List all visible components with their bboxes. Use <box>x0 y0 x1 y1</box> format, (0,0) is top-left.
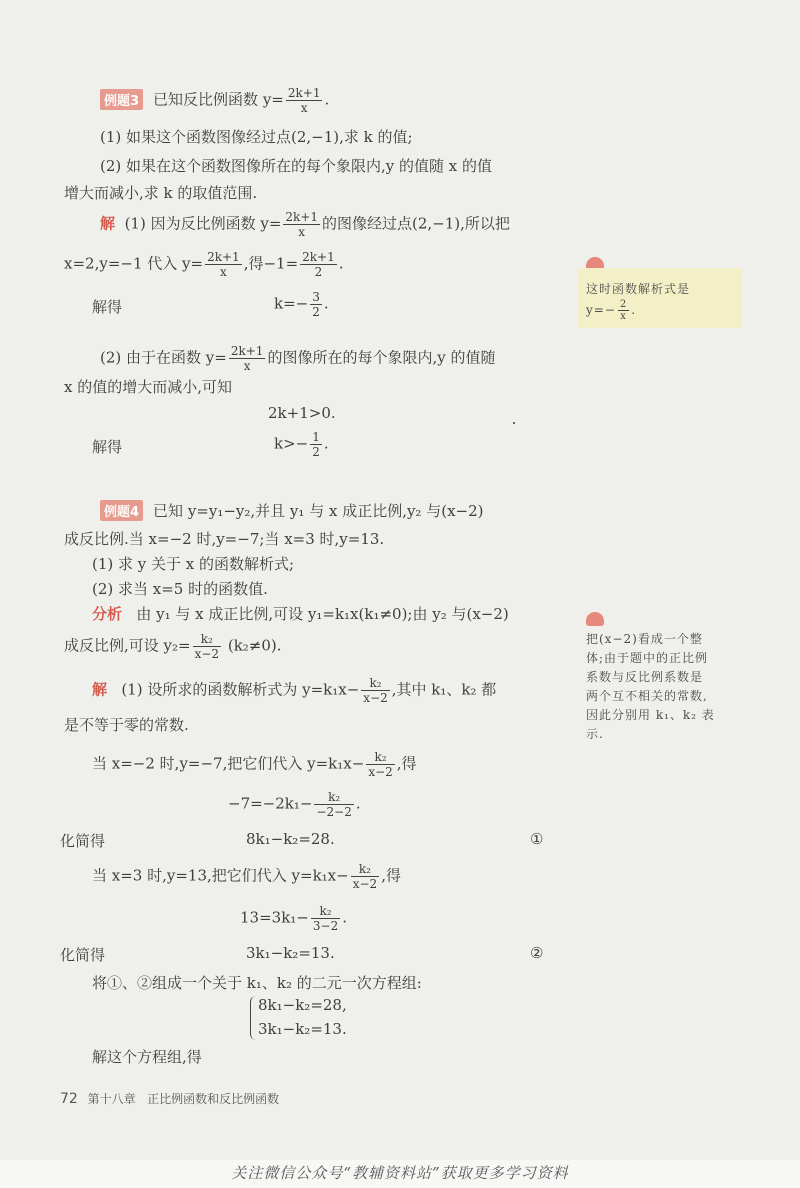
simplify-label: 化简得 <box>60 946 106 964</box>
fraction: $\frac{\text{k₂}}{-2-2}$ <box>316 790 352 819</box>
equation-1-marker: ① <box>530 830 544 848</box>
example4-question2: (2) 求当 x=5 时的函数值. <box>92 580 268 598</box>
example3-solution1-line2: x=2,y=−1 代入 y= $\frac{2k+1}{x}$ ,得−1= $\frac{2k+1}{2}$ . <box>64 250 344 279</box>
example4-question1: (1) 求 y 关于 x 的函数解析式; <box>92 555 295 573</box>
side-note-1 <box>578 268 742 328</box>
analysis-line2: 成反比例,可设 y₂= $\frac{\text{k₂}}{x-2}$ (k₂≠0). <box>64 632 282 661</box>
solution-label: 解 <box>100 214 116 233</box>
simplify-label: 化简得 <box>60 832 106 850</box>
fraction: $\frac{\text{k₂}}{x-2}$ <box>363 676 388 705</box>
page-number: 72 <box>60 1091 78 1107</box>
equation-substituted-2: 13=3k₁− $\frac{\text{k₂}}{3-2}$ . <box>240 904 347 933</box>
example3-solution1-line1: 解 (1) 因为反比例函数 y= $\frac{2k+1}{x}$ 的图像经过点(2,−1),所以把 <box>100 210 510 239</box>
fraction: $\frac{2}{x}$ <box>619 299 628 322</box>
example3-question2-line1: (2) 如果在这个函数图像所在的每个象限内,y 的值随 x 的值 <box>100 157 493 175</box>
example4-solution-line2: 是不等于零的常数. <box>64 716 189 734</box>
substitute-line1: 当 x=−2 时,y=−7,把它们代入 y=k₁x− $\frac{\text{k₂}}{x-2}$ ,得 <box>92 750 417 779</box>
watermark-strip: 关注微信公众号“教辅资料站”获取更多学习资料 <box>0 1160 800 1188</box>
fraction: $\frac{2k+1}{x}$ <box>230 344 264 373</box>
note-line: 系数与反比例系数是 <box>586 670 704 684</box>
solve-line: 解这个方程组,得 <box>92 1048 202 1066</box>
example4-heading: 例题4 已知 y=y₁−y₂,并且 y₁ 与 x 成正比例,y₂ 与(x−2) <box>100 500 484 521</box>
note-line: y=− $\frac{2}{x}$ . <box>586 299 637 322</box>
note-line: 因此分别用 k₁、k₂ 表 <box>586 708 715 722</box>
example3-question1: (1) 如果这个函数图像经过点(2,−1),求 k 的值; <box>100 128 413 146</box>
system-equation-1: 8k₁−k₂=28, <box>258 996 347 1014</box>
fraction: $\frac{\text{k₂}}{x-2}$ <box>352 862 378 891</box>
stray-dot <box>513 422 515 424</box>
fraction: $\frac{\text{k₂}}{3-2}$ <box>312 904 339 933</box>
note-line: 把(x−2)看成一个整 <box>586 632 703 646</box>
fraction: $\frac{2k+1}{x}$ <box>207 250 240 279</box>
inequality: 2k+1>0. <box>268 404 336 422</box>
combine-line: 将①、②组成一个关于 k₁、k₂ 的二元一次方程组: <box>92 974 422 992</box>
note-line: 示. <box>586 727 604 741</box>
fraction: $\frac{\text{k₂}}{x-2}$ <box>368 750 393 779</box>
equation-substituted-1: −7=−2k₁− $\frac{\text{k₂}}{-2-2}$ . <box>228 790 361 819</box>
example3-heading: 例题3 已知反比例函数 y= $\frac{2k+1}{x}$ . <box>100 86 329 115</box>
example3-question2-line2: 增大而减小,求 k 的取值范围. <box>64 184 258 202</box>
solved-label: 解得 <box>92 438 123 456</box>
solved-label: 解得 <box>92 298 123 316</box>
equation-1: 8k₁−k₂=28. <box>246 830 335 848</box>
k-range: k>− $\frac{1}{2}$ . <box>274 430 329 459</box>
note-line: 这时函数解析式是 <box>586 282 691 296</box>
fraction: $\frac{2k+1}{x}$ <box>285 210 318 239</box>
system-equation-2: 3k₁−k₂=13. <box>258 1020 347 1038</box>
example3-intro: 已知反比例函数 y= <box>153 90 284 109</box>
example3-solution2-line1: (2) 由于在函数 y= $\frac{2k+1}{x}$ 的图像所在的每个象限内,y 的值随 <box>100 344 496 373</box>
chapter-label: 第十八章 <box>87 1092 136 1106</box>
fraction: $\frac{2k+1}{2}$ <box>302 250 335 279</box>
page-footer <box>60 1090 279 1107</box>
substitute-line2: 当 x=3 时,y=13,把它们代入 y=k₁x− $\frac{\text{k₂}}{x-2}$ ,得 <box>92 862 401 891</box>
note-line: 两个互不相关的常数, <box>586 689 708 703</box>
example4-solution-line1: 解 (1) 设所求的函数解析式为 y=k₁x− $\frac{\text{k₂}}{x-2}$ ,其中 k₁、k₂ 都 <box>92 676 497 705</box>
side-note-2 <box>578 624 742 750</box>
example4-line2: 成反比例.当 x=−2 时,y=−7;当 x=3 时,y=13. <box>64 530 385 548</box>
equation-2-marker: ② <box>530 944 544 962</box>
fraction: $\frac{2k+1}{x}$ <box>287 86 321 115</box>
analysis-line1: 分析 由 y₁ 与 x 成正比例,可设 y₁=k₁x(k₁≠0);由 y₂ 与(x−2) <box>92 605 509 623</box>
fraction: $\frac{3}{2}$ <box>312 290 320 319</box>
example4-tag: 例题4 <box>100 500 143 521</box>
note-line: 体;由于题中的正比例 <box>586 651 709 665</box>
example3-tag: 例题3 <box>100 89 143 110</box>
example3-solution2-line2: x 的值的增大而减小,可知 <box>64 378 232 396</box>
fraction: $\frac{1}{2}$ <box>312 430 320 459</box>
fraction: $\frac{\text{k₂}}{x-2}$ <box>194 632 220 661</box>
k-value: k=− $\frac{3}{2}$ . <box>274 290 329 319</box>
equation-2: 3k₁−k₂=13. <box>246 944 335 962</box>
solution-label: 解 <box>92 680 108 699</box>
chapter-title: 正比例函数和反比例函数 <box>147 1092 280 1106</box>
analysis-label: 分析 <box>92 605 123 623</box>
